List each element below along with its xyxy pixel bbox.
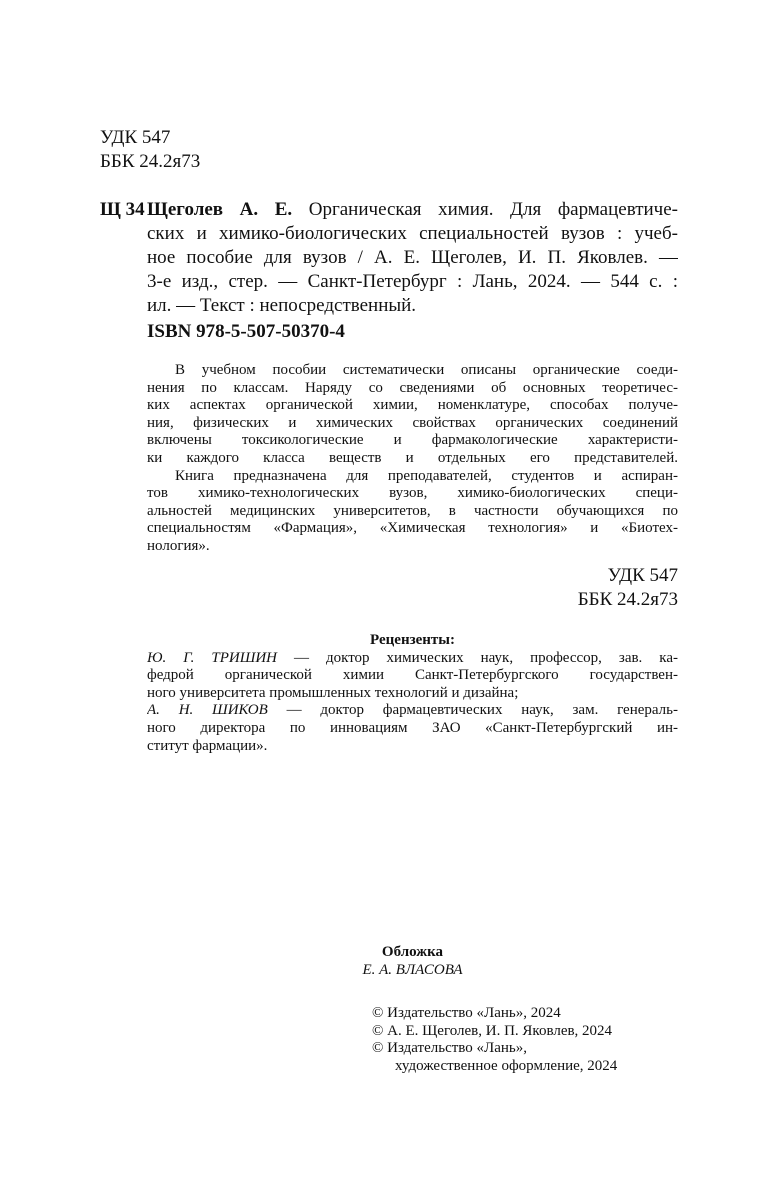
abstract-line: тов химико-технологических вузов, химико-биологических специ- <box>147 485 678 502</box>
abstract-line: ки каждого класса веществ и отдельных его представителей. <box>147 449 678 466</box>
classification-bottom <box>478 564 678 612</box>
biblio-line-5: ил. — Текст : непосредственный. <box>147 295 417 316</box>
bibliographic-record <box>147 198 678 318</box>
reviewer-2-line-2: ного директора по инновациям ЗАО «Санкт-Петербургский ин- <box>147 719 678 736</box>
abstract-line: Книга предназначена для преподавателей, студентов и аспиран- <box>175 467 678 484</box>
reviewer-1-line-2: федрой органической химии Санкт-Петербургского государствен- <box>147 667 678 684</box>
author-mark: Щ 34 <box>100 199 145 220</box>
bbk-bottom: ББК 24.2я73 <box>577 589 678 610</box>
biblio-line-3: ное пособие для вузов / А. Е. Щеголев, И. П. Яковлев. — <box>147 247 678 268</box>
abstract <box>147 362 678 556</box>
abstract-line: ких аспектах органической химии, номенклатуре, способах получе- <box>147 397 678 414</box>
copyright-line-2: © А. Е. Щеголев, И. П. Яковлев, 2024 <box>372 1022 613 1039</box>
copyright-block <box>372 1005 682 1075</box>
copyright-symbol: © <box>372 1022 384 1039</box>
reviewers <box>147 632 678 755</box>
udk-top: УДК 547 <box>100 127 171 148</box>
reviewer-1-line-3: ного университета промышленных технологий и дизайна; <box>147 684 519 701</box>
biblio-line-2: ских и химико-биологических специальностей вузов : учеб- <box>147 223 678 244</box>
abstract-line: В учебном пособии систематически описаны органические соеди- <box>175 362 678 378</box>
cover-designer-name: Е. А. ВЛАСОВА <box>362 961 463 978</box>
reviewers-heading: Рецензенты: <box>370 632 455 648</box>
reviewer-2-line-3: ститут фармации». <box>147 737 268 754</box>
abstract-line: нология». <box>147 537 210 554</box>
biblio-line-1: Щеголев А. Е. Органическая химия. Для фармацевтиче- <box>147 199 678 220</box>
reviewer-2-name: А. Н. ШИКОВ <box>147 702 268 719</box>
reviewer-1-name: Ю. Г. ТРИШИН <box>147 649 278 666</box>
abstract-line: нения по классам. Наряду со сведениями об основных теоретичес- <box>147 379 678 396</box>
bbk-top: ББК 24.2я73 <box>100 151 201 172</box>
abstract-line: ния, физических и химических свойствах органических соединений <box>147 414 678 431</box>
cover-credit <box>147 944 678 979</box>
copyright-line-1: © Издательство «Лань», 2024 <box>372 1005 561 1021</box>
reviewer-2-line-1: А. Н. ШИКОВ — доктор фармацевтических наук, зам. генераль- <box>147 702 678 719</box>
abstract-line: альностей медицинских университетов, в частности обучающихся по <box>147 502 678 519</box>
copyright-line-3: © Издательство «Лань», <box>372 1040 527 1057</box>
copyright-line-4: художественное оформление, 2024 <box>395 1057 618 1074</box>
biblio-author: Щеголев А. Е. <box>147 199 293 220</box>
biblio-line-4: 3-е изд., стер. — Санкт-Петербург : Лань, 2024. — 544 с. : <box>147 271 678 292</box>
copyright-symbol: © <box>372 1040 384 1057</box>
copyright-symbol: © <box>372 1005 384 1021</box>
reviewer-1-line-1: Ю. Г. ТРИШИН — доктор химических наук, профессор, зав. ка- <box>147 649 678 666</box>
abstract-paragraph-1 <box>147 362 678 468</box>
cover-heading: Обложка <box>381 944 444 960</box>
abstract-line: специальностям «Фармация», «Химическая технология» и «Биотех- <box>147 520 678 537</box>
udk-bottom: УДК 547 <box>607 565 678 586</box>
abstract-paragraph-2 <box>147 468 678 556</box>
abstract-line: включены токсикологические и фармакологические характеристи- <box>147 432 678 449</box>
classification-top <box>100 126 200 174</box>
isbn: ISBN 978-5-507-50370-4 <box>147 321 345 342</box>
